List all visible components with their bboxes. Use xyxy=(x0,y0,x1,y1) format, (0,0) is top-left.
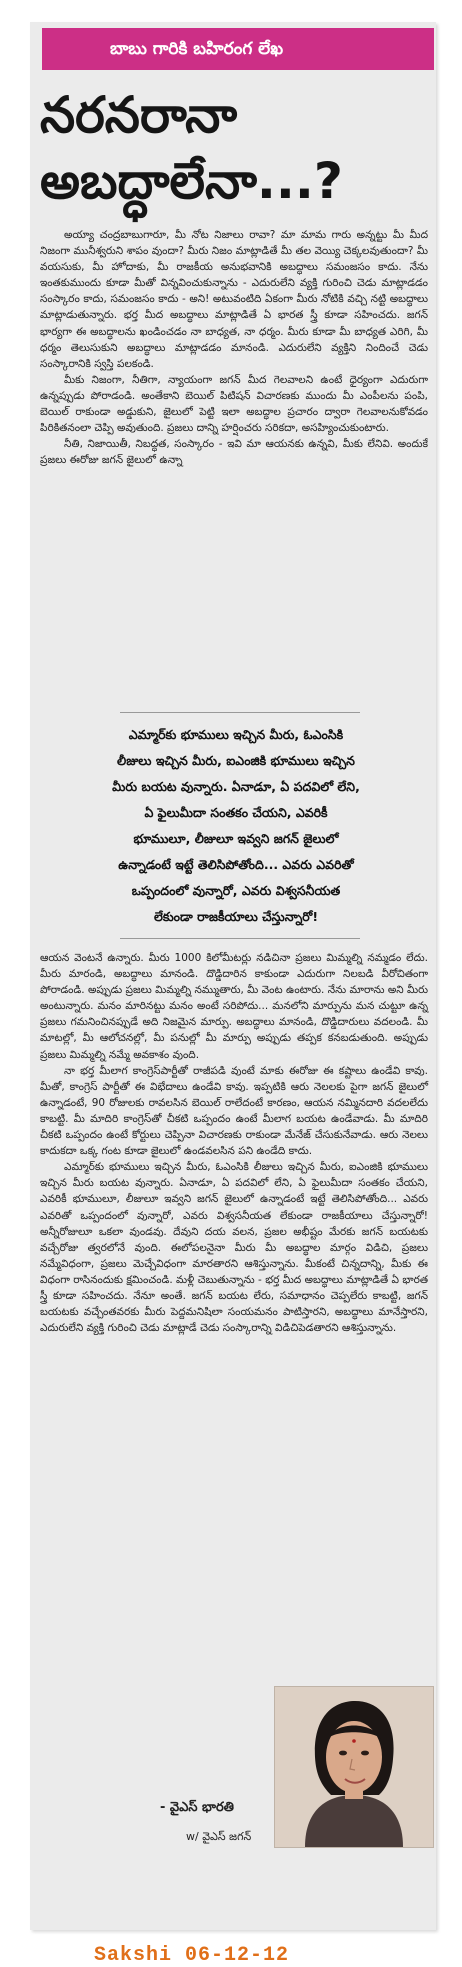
divider-bottom xyxy=(120,938,360,939)
portrait-illustration xyxy=(275,1687,433,1847)
paragraph: ఆయన వెంటనే ఉన్నారు. మీరు 1000 కిలోమీటర్లు నడిచినా ప్రజలు మిమ్మల్ని నమ్మడం లేదు. మీరు మారండి, అబద్ధాలు మానండి. దొడ్డిదారిన కాకుండా ఎదురుగా నిలబడి వీరోచితంగా పోరాడండి. అప్పుడు ప్రజలు మిమ్మల్ని నమ్ముతారు, మీ వెంట ఉంటారు. నేను మారాను అని మీరు అంటున్నారు. మనం మారినట్టు మనం అంటే సరిపోదు... మనలోని మార్పును మన చుట్టూ ఉన్న ప్రజలు గమనించినప్పుడే అది నిజమైన మార్పు. అబద్ధాలు మానండి, దొడ్డిదారులు వదలండి. మీ మాటల్లో, మీ ఆలోచనల్లో, మీ పనుల్లో మీ మార్పు అప్పుడు తప్పక కనబడుతుంది. అప్పుడు ప్రజలు మిమ్మల్ని నమ్మే అవకాశం వుంది. xyxy=(40,952,428,1061)
pull-quote-line: ఉన్నాడంటే ఇట్టే తెలిసిపోతోంది... ఎవరు ఎవరితో xyxy=(118,857,354,872)
headline xyxy=(40,82,430,214)
paragraph: నా భర్త మీలాగ కాంగ్రెస్‌పార్టీతో రాజీపడి వుంటే మాకు ఈరోజు ఈ కష్టాలు ఉండేవి కావు. మీతో, కాంగ్రెస్ పార్టీతో ఈ విభేదాలు ఉండేవి కావు. ఇప్పటికి ఆరు నెలలకు పైగా జగన్ జైలులో ఉన్నాడంటే, 90 రోజులకు రావలసిన బెయిల్ రాలేదంటే కారణం, ఆయన నమ్మినదారి వదలలేదు కాబట్టి. మీ మాదిరి కాంగ్రెస్‌తో చీకటి ఒప్పందం ఉంటే మీలాగ బయట ఉండేవాడు. మీ మాదిరి చీకటి ఒప్పందం ఉంటే కోర్టులు చెప్పినా విచారణకు రాకుండా మేనేజ్ చేసుకునేవాడు. ఆరు నెలలు కాదుకదా ఒక్క గంట కూడా జైలులో ఉండవలసిన పని ఉండేది కాదు. xyxy=(40,1064,428,1158)
newspaper-clipping xyxy=(30,22,436,1930)
divider-top xyxy=(120,712,360,713)
signature-name: - వైఎస్ భారతి xyxy=(160,1800,234,1815)
pull-quote-line: ఒప్పందంలో వున్నారో, ఎవరు విశ్వసనీయత xyxy=(131,883,341,898)
pull-quote-line: లేకుండా రాజకీయాలు చేస్తున్నారో! xyxy=(153,909,319,924)
paragraph: అయ్యా చంద్రబాబుగారూ, మీ నోట నిజాలు రావా? మా మామ గారు అన్నట్టు మీ మీద నిజంగా మునీశ్వరుని శాపం వుందా? మీరు నిజం మాట్లాడితే మీ తల వెయ్యి చెక్కలవుతుందా? మీ వయసుకు, మీ హోదాకు, మీ రాజకీయ అనుభవానికి అబద్ధాలు సమంజసం కాదు. నేను ఇంతకుముందు కూడా మీతో విన్నవించుకున్నాను - ఎదురులేని వ్యక్తి గురించి చెడు మాట్లాడడం సంస్కారం కాదు, సమంజసం కాదు - అని! అటువంటిది ఏకంగా మీరు నోటికి వచ్చి నట్టి అబద్ధాలు మాట్లాడుతున్నారు. భర్త మీద అబద్ధాలు మాట్లాడితే ఏ భారత స్త్రీ కూడా సహించదు. జగన్ భార్యగా ఈ అబద్ధాలను ఖండించడం నా బాధ్యత, నా ధర్మం. మీరు కూడా మీ బాధ్యత ఎరిగి, మీ ధర్మం తెలుసుకుని అబద్ధాలు మాట్లాడడం మానండి. ఎదురులేని వ్యక్తిని నిందించే చెడు సంస్కారానికి స్వస్తి పలకండి. xyxy=(40,229,428,370)
pull-quote-line: ఎమ్మార్‌కు భూములు ఇచ్చిన మీరు, ఓఎంసికి xyxy=(128,727,344,742)
column-banner: బాబు గారికి బహిరంగ లేఖ xyxy=(42,28,434,70)
pull-quote-line: లీజులు ఇచ్చిన మీరు, ఐఎంజికి భూములు ఇచ్చిన xyxy=(117,753,355,768)
headline-line-2: అబద్ధాలేనా...? xyxy=(40,152,343,210)
paragraph: మీకు నిజంగా, నీతిగా, న్యాయంగా జగన్ మీద గెలవాలని ఉంటే ధైర్యంగా ఎదురుగా ఉన్నప్పుడు పోరాడండి. అంతేకాని బెయిల్ పిటిషన్ విచారణకు ముందు మీ ఎంపీలను పంపి, బెయిల్ రాకుండా అడ్డుకుని, జైలులో పెట్టి ఇలా అబద్ధాల ప్రచారం ద్వారా గెలవాలనుకోవడం పిరికితనంలా చెప్పి అవుతుంది. ప్రజలు దాన్ని హర్షించరు సరికదా, అసహ్యించుకుంటారు. xyxy=(40,373,428,435)
pull-quote-line: మీరు బయట వున్నారు. ఏనాడూ, ఏ పదవిలో లేని, xyxy=(112,779,360,794)
signature-title: w/ వైఎస్ జగన్ xyxy=(186,1830,252,1843)
pull-quote xyxy=(42,722,430,930)
source-caption: Sakshi 06-12-12 xyxy=(94,1944,290,1967)
article-body-part-1 xyxy=(40,227,428,468)
paragraph: నీతి, నిజాయితీ, నిబద్ధత, సంస్కారం - ఇవి మా ఆయనకు ఉన్నవి, మీకు లేనివి. అందుకే ప్రజలు ఈరోజు జగన్ జైలులో ఉన్నా xyxy=(40,438,428,467)
paragraph: ఎమ్మార్‌కు భూములు ఇచ్చిన మీరు, ఓఎంసికి లీజులు ఇచ్చిన మీరు, ఐఎంజికి భూములు ఇచ్చిన మీరు బయట వున్నారు. ఏనాడూ, ఏ పదవిలో లేని, ఏ ఫైలుమీదా సంతకం చేయని, ఎవరికీ భూములూ, లీజులూ ఇవ్వని జగన్ జైలులో ఉన్నాడంటే ఇట్టే తెలిసిపోతోంది... ఎవరు ఎవరితో ఒప్పందంలో వున్నారో, ఎవరు విశ్వసనీయత లేకుండా రాజకీయాలు చేస్తున్నారో! అన్నీరోజులూ ఒకలా వుండవు. దేవుని దయ వలన, ప్రజల అభీష్టం మేరకు జగన్ బయటకు వచ్చేరోజు త్వరలోనే వుంది. ఈలోపలనైనా మీరు మీ అబద్ధాల మార్గం విడిచి, ప్రజలు నమ్మేవిధంగా, ప్రజలు మెచ్చేవిధంగా మారతారని ఆశిస్తున్నాను. మీకంటే చిన్నదాన్ని, మీకు ఈ విధంగా రాసినందుకు క్షమించండి. మళ్లీ చెబుతున్నాను - భర్త మీద అబద్ధాలు మాట్లాడితే ఏ భారత స్త్రీ కూడా సహించదు. నేనూ అంతే. జగన్ బయట లేరు, సమాధానం చెప్పలేరు కాబట్టి, జగన్ బయటకు వచ్చేంతవరకు మీరు పెద్దమనిషిలా సంయమనం పాటిస్తారని, అబద్ధాలు మానేస్తారని, ఎదురులేని వ్యక్తి గురించి చెడు మాట్లాడే చెడు సంస్కారాన్ని విడిచిపెడతారని ఆశిస్తున్నాను. xyxy=(40,1161,428,1335)
pull-quote-line: భూములూ, లీజులూ ఇవ్వని జగన్ జైలులో xyxy=(133,831,339,846)
pull-quote-line: ఏ ఫైలుమీదా సంతకం చేయని, ఎవరికీ xyxy=(144,805,328,820)
headline-line-1: నరనరానా xyxy=(40,86,238,144)
article-body-part-2 xyxy=(40,950,428,1336)
portrait-photo xyxy=(274,1686,434,1848)
